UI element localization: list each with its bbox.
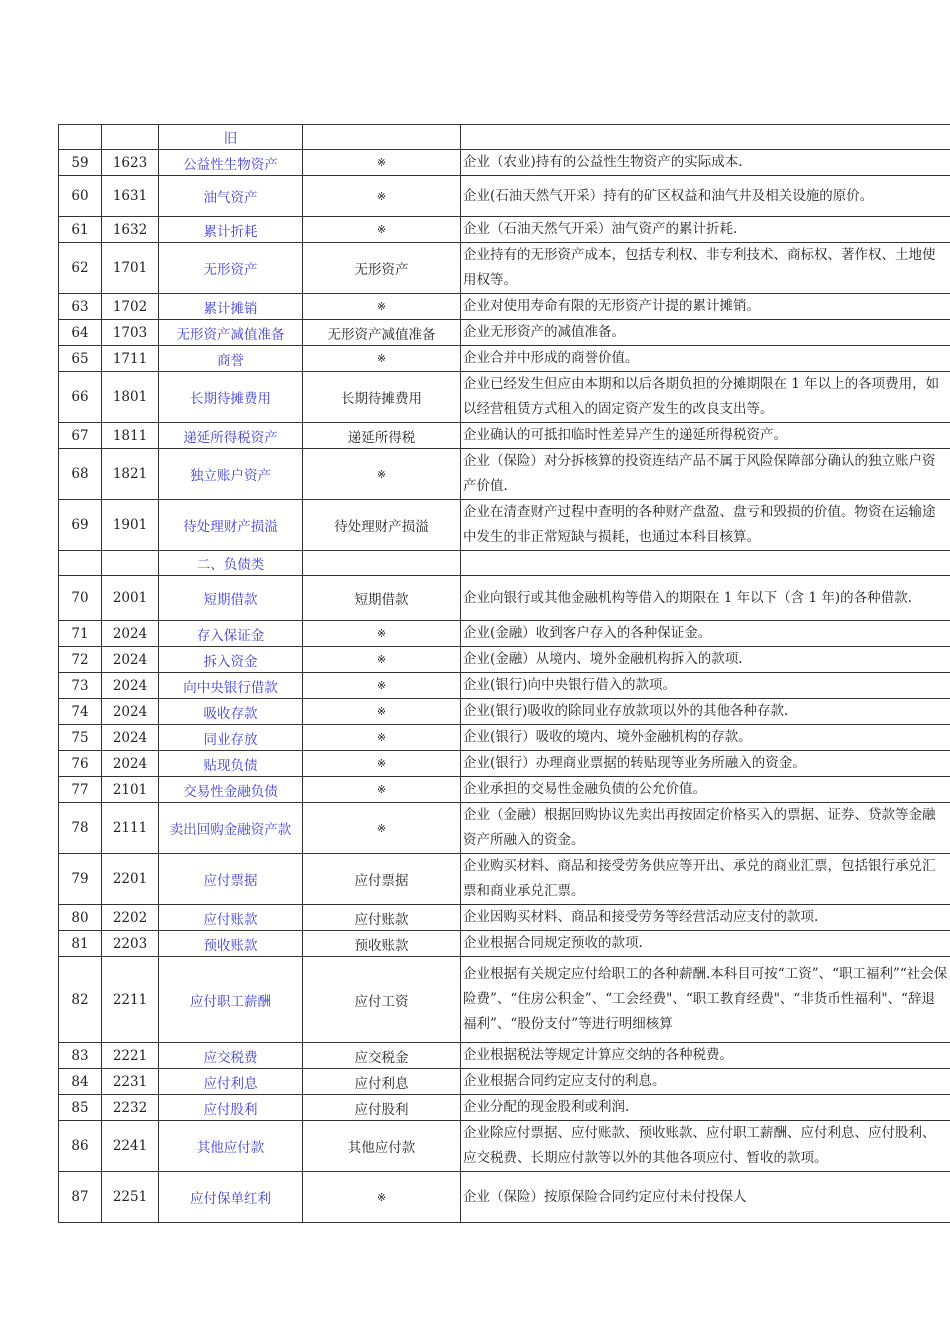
table-row [59, 931, 950, 957]
row-number: 86 [59, 1121, 102, 1172]
account-name: 拆入资金 [159, 647, 303, 673]
table-row [59, 150, 950, 176]
row-number: 66 [59, 372, 102, 423]
account-code: 2024 [102, 699, 159, 725]
account-name: 长期待摊费用 [159, 372, 303, 423]
account-code: 1702 [102, 294, 159, 320]
row-number: 62 [59, 243, 102, 294]
account-description: 企业已经发生但应由本期和以后各期负担的分摊期限在 1 年以上的各项费用，如以经营租赁方式租入的固定资产发生的改良支出等。 [461, 372, 950, 423]
table-row [59, 725, 950, 751]
account-description: 企业合并中形成的商誉价值。 [461, 346, 950, 372]
account-table-body [59, 125, 950, 1223]
row-number: 87 [59, 1172, 102, 1223]
account-code: 2231 [102, 1069, 159, 1095]
old-account-name: ※ [303, 647, 461, 673]
row-number: 75 [59, 725, 102, 751]
row-number: 84 [59, 1069, 102, 1095]
account-code: 1801 [102, 372, 159, 423]
table-row [59, 125, 950, 150]
old-account-name: 应付利息 [303, 1069, 461, 1095]
account-code [102, 551, 159, 576]
row-number: 71 [59, 621, 102, 647]
table-row [59, 217, 950, 243]
old-account-name: ※ [303, 449, 461, 500]
row-number: 83 [59, 1043, 102, 1069]
account-code: 1623 [102, 150, 159, 176]
account-code: 2024 [102, 621, 159, 647]
account-name: 商誉 [159, 346, 303, 372]
row-number: 61 [59, 217, 102, 243]
account-name: 向中央银行借款 [159, 673, 303, 699]
table-row [59, 1095, 950, 1121]
account-name: 应付职工薪酬 [159, 957, 303, 1043]
old-account-name: 预收账款 [303, 931, 461, 957]
account-code: 2203 [102, 931, 159, 957]
account-description: 企业（保险）按原保险合同约定应付未付投保人 [461, 1172, 950, 1223]
account-name: 应交税费 [159, 1043, 303, 1069]
old-account-name: 应交税金 [303, 1043, 461, 1069]
table-row [59, 647, 950, 673]
account-code: 2001 [102, 576, 159, 621]
account-code: 1821 [102, 449, 159, 500]
old-account-name: 无形资产 [303, 243, 461, 294]
account-name: 交易性金融负债 [159, 777, 303, 803]
account-name: 独立账户资产 [159, 449, 303, 500]
account-description: 企业(金融）从境内、境外金融机构拆入的款项. [461, 647, 950, 673]
account-code: 2202 [102, 905, 159, 931]
table-row [59, 803, 950, 854]
row-number: 67 [59, 423, 102, 449]
account-name: 同业存放 [159, 725, 303, 751]
old-account-name: ※ [303, 176, 461, 217]
row-number [59, 551, 102, 576]
row-number: 85 [59, 1095, 102, 1121]
row-number: 72 [59, 647, 102, 673]
account-code: 1711 [102, 346, 159, 372]
old-account-name: 长期待摊费用 [303, 372, 461, 423]
account-code: 2211 [102, 957, 159, 1043]
account-code: 1811 [102, 423, 159, 449]
table-row [59, 751, 950, 777]
account-name: 应付保单红利 [159, 1172, 303, 1223]
old-account-name: ※ [303, 751, 461, 777]
account-description: 企业无形资产的减值准备。 [461, 320, 950, 346]
account-description: 企业确认的可抵扣临时性差异产生的递延所得税资产。 [461, 423, 950, 449]
account-code: 1701 [102, 243, 159, 294]
row-number: 81 [59, 931, 102, 957]
table-row [59, 854, 950, 905]
old-account-name: 应付票据 [303, 854, 461, 905]
account-description: 企业(银行)吸收的除同业存放款项以外的其他各种存款. [461, 699, 950, 725]
account-code: 1632 [102, 217, 159, 243]
table-row [59, 957, 950, 1043]
row-number: 77 [59, 777, 102, 803]
account-description: 企业(银行)向中央银行借入的款项。 [461, 673, 950, 699]
account-name: 吸收存款 [159, 699, 303, 725]
table-row [59, 621, 950, 647]
table-row [59, 1172, 950, 1223]
table-row [59, 243, 950, 294]
account-description: 企业（农业)持有的公益性生物资产的实际成本. [461, 150, 950, 176]
account-name: 卖出回购金融资产款 [159, 803, 303, 854]
account-name: 无形资产 [159, 243, 303, 294]
account-name: 二、负债类 [159, 551, 303, 576]
row-number: 78 [59, 803, 102, 854]
account-code [102, 125, 159, 150]
row-number: 70 [59, 576, 102, 621]
account-description: 企业向银行或其他金融机构等借入的期限在 1 年以下（含 1 年)的各种借款. [461, 576, 950, 621]
account-name: 应付账款 [159, 905, 303, 931]
account-name: 累计折耗 [159, 217, 303, 243]
row-number: 60 [59, 176, 102, 217]
table-row [59, 1121, 950, 1172]
account-name: 预收账款 [159, 931, 303, 957]
old-account-name: 递延所得税 [303, 423, 461, 449]
table-row [59, 346, 950, 372]
account-code: 2241 [102, 1121, 159, 1172]
row-number: 63 [59, 294, 102, 320]
old-account-name: ※ [303, 673, 461, 699]
old-account-name: ※ [303, 346, 461, 372]
table-row [59, 449, 950, 500]
account-name: 应付股利 [159, 1095, 303, 1121]
table-row [59, 905, 950, 931]
account-name: 累计摊销 [159, 294, 303, 320]
row-number: 65 [59, 346, 102, 372]
account-code: 2024 [102, 725, 159, 751]
table-row [59, 294, 950, 320]
account-name: 无形资产减值准备 [159, 320, 303, 346]
account-code: 2221 [102, 1043, 159, 1069]
account-description: 企业承担的交易性金融负债的公允价值。 [461, 777, 950, 803]
row-number: 59 [59, 150, 102, 176]
account-code: 1901 [102, 500, 159, 551]
old-account-name: ※ [303, 621, 461, 647]
account-code: 2111 [102, 803, 159, 854]
table-row [59, 176, 950, 217]
account-name: 公益性生物资产 [159, 150, 303, 176]
old-account-name: 短期借款 [303, 576, 461, 621]
account-description: 企业因购买材料、商品和接受劳务等经营活动应支付的款项. [461, 905, 950, 931]
account-code: 2024 [102, 751, 159, 777]
account-name: 存入保证金 [159, 621, 303, 647]
row-number: 73 [59, 673, 102, 699]
table-row [59, 576, 950, 621]
row-number: 80 [59, 905, 102, 931]
old-account-name: ※ [303, 803, 461, 854]
account-name: 待处理财产损溢 [159, 500, 303, 551]
account-description: 企业根据税法等规定计算应交纳的各种税费。 [461, 1043, 950, 1069]
account-code: 2101 [102, 777, 159, 803]
account-code: 2201 [102, 854, 159, 905]
old-account-name: ※ [303, 294, 461, 320]
old-account-name: ※ [303, 1172, 461, 1223]
account-description [461, 551, 950, 576]
account-name: 应付利息 [159, 1069, 303, 1095]
account-description: 企业（金融）根据回购协议先卖出再按固定价格买入的票据、证券、贷款等金融资产所融入的资金。 [461, 803, 950, 854]
account-name: 其他应付款 [159, 1121, 303, 1172]
account-code: 2251 [102, 1172, 159, 1223]
account-description: 企业(银行）吸收的境内、境外金融机构的存款。 [461, 725, 950, 751]
old-account-name: ※ [303, 725, 461, 751]
table-row [59, 423, 950, 449]
table-row [59, 1043, 950, 1069]
account-description: 企业(银行）办理商业票据的转贴现等业务所融入的资金。 [461, 751, 950, 777]
table-row [59, 699, 950, 725]
account-name: 短期借款 [159, 576, 303, 621]
account-name: 应付票据 [159, 854, 303, 905]
account-description: 企业根据合同规定预收的款项. [461, 931, 950, 957]
account-description: 企业持有的无形资产成本，包括专利权、非专利技术、商标权、著作权、土地使用权等。 [461, 243, 950, 294]
old-account-name: 无形资产减值准备 [303, 320, 461, 346]
old-account-name: 其他应付款 [303, 1121, 461, 1172]
account-description: 企业（石油天然气开采）油气资产的累计折耗. [461, 217, 950, 243]
old-account-name: ※ [303, 217, 461, 243]
table-row [59, 551, 950, 576]
old-account-name: ※ [303, 150, 461, 176]
row-number: 79 [59, 854, 102, 905]
account-name: 旧 [159, 125, 303, 150]
account-description: 企业(金融）收到客户存入的各种保证金。 [461, 621, 950, 647]
account-code: 2024 [102, 673, 159, 699]
account-description: 企业分配的现金股利或利润. [461, 1095, 950, 1121]
old-account-name [303, 125, 461, 150]
account-description: 企业在清查财产过程中查明的各种财产盘盈、盘亏和毁损的价值。物资在运输途中发生的非正常短缺与损耗，也通过本科目核算。 [461, 500, 950, 551]
account-description: 企业购买材料、商品和接受劳务供应等开出、承兑的商业汇票，包括银行承兑汇票和商业承兑汇票。 [461, 854, 950, 905]
account-description: 企业除应付票据、应付账款、预收账款、应付职工薪酬、应付利息、应付股利、应交税费、长期应付款等以外的其他各项应付、暂收的款项。 [461, 1121, 950, 1172]
table-row [59, 673, 950, 699]
account-name: 油气资产 [159, 176, 303, 217]
row-number: 76 [59, 751, 102, 777]
old-account-name: 应付工资 [303, 957, 461, 1043]
row-number: 82 [59, 957, 102, 1043]
account-table [58, 124, 950, 1223]
old-account-name: ※ [303, 777, 461, 803]
account-description [461, 125, 950, 150]
account-description: 企业根据有关规定应付给职工的各种薪酬.本科目可按“工资”、“职工福利”“社会保险费”、“住房公积金”、“工会经费"、“职工教育经费"、“非货币性福利"、“辞退福利”、“股份支付”等进行明细核算 [461, 957, 950, 1043]
account-description: 企业对使用寿命有限的无形资产计提的累计摊销。 [461, 294, 950, 320]
account-code: 2024 [102, 647, 159, 673]
table-row [59, 372, 950, 423]
account-description: 企业根据合同约定应支付的利息。 [461, 1069, 950, 1095]
table-row [59, 777, 950, 803]
account-code: 1631 [102, 176, 159, 217]
account-name: 递延所得税资产 [159, 423, 303, 449]
row-number: 64 [59, 320, 102, 346]
old-account-name: 应付股利 [303, 1095, 461, 1121]
row-number [59, 125, 102, 150]
old-account-name: 应付账款 [303, 905, 461, 931]
table-row [59, 320, 950, 346]
row-number: 68 [59, 449, 102, 500]
row-number: 74 [59, 699, 102, 725]
old-account-name: 待处理财产损溢 [303, 500, 461, 551]
old-account-name: ※ [303, 699, 461, 725]
account-name: 贴现负债 [159, 751, 303, 777]
table-row [59, 500, 950, 551]
row-number: 69 [59, 500, 102, 551]
table-row [59, 1069, 950, 1095]
account-code: 1703 [102, 320, 159, 346]
account-description: 企业(石油天然气开采）持有的矿区权益和油气井及相关设施的原价。 [461, 176, 950, 217]
account-code: 2232 [102, 1095, 159, 1121]
old-account-name [303, 551, 461, 576]
account-description: 企业（保险）对分拆核算的投资连结产品不属于风险保障部分确认的独立账户资产价值. [461, 449, 950, 500]
